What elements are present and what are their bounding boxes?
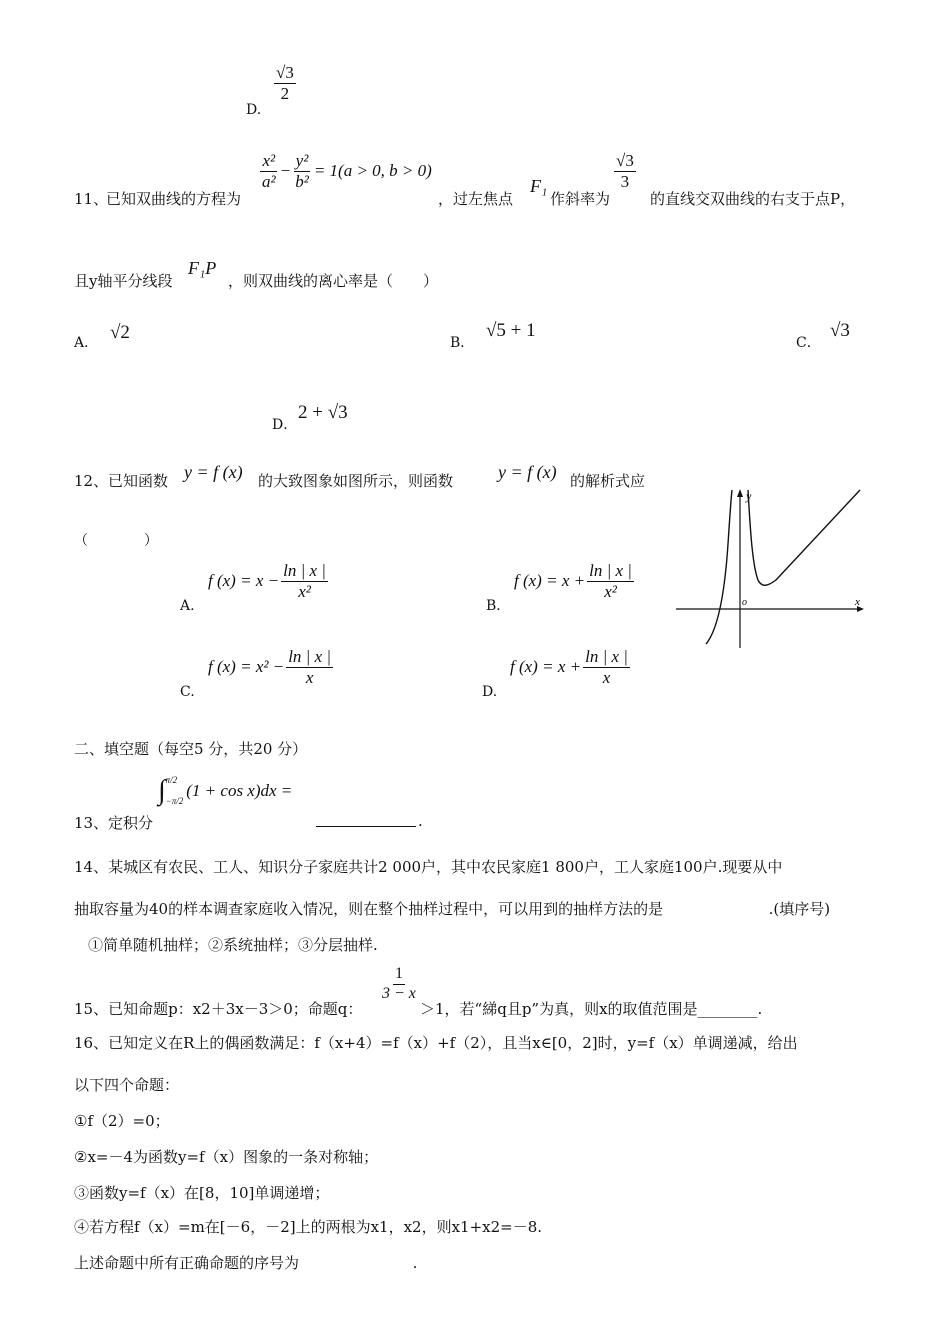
q12-text1: 已知函数 bbox=[108, 472, 169, 490]
q16-item-3: ③函数y=f（x）在[8，10]单调递增； bbox=[74, 1184, 330, 1202]
q12-func-2: y = f (x) bbox=[498, 462, 557, 482]
curve-left-branch bbox=[706, 490, 732, 644]
q11-line2-a: 且y轴平分线段 bbox=[74, 272, 173, 290]
q12-text3: 的解析式应 bbox=[570, 472, 646, 490]
q14-line2: 抽取容量为40的样本调查家庭收入情况，则在整个抽样过程中，可以用到的抽样方法的是 .(填序号) bbox=[74, 900, 831, 918]
q16-item-2: ②x=－4为函数y=f（x）图象的一条对称轴； bbox=[74, 1148, 379, 1166]
q11-text3: 作斜率为 bbox=[550, 190, 611, 208]
q14-line3: ①简单随机抽样；②系统抽样；③分层抽样. bbox=[88, 936, 378, 954]
q13-answer-blank[interactable] bbox=[316, 826, 416, 827]
q11-hyperbola-equation: $\frac{\text{x²}}{\text{a²}}$ − $\frac{\text{y²}}{\text{b²}}$ = 1(a > 0, b > 0) bbox=[262, 151, 432, 191]
q16-last-line: 上述命题中所有正确命题的序号为 . bbox=[74, 1254, 418, 1272]
q15-fraction: $\frac{1}{3 - x}$ bbox=[382, 965, 416, 1002]
q11-slope: $\frac{√3}{3}$ bbox=[616, 151, 634, 191]
curve-right-branch bbox=[748, 490, 860, 585]
q12-paren: （ ） bbox=[74, 533, 158, 549]
prev-option-d-label: D. bbox=[246, 102, 262, 118]
q16-line1: 16、已知定义在R上的偶函数满足：f（x+4）=f（x）+f（2），且当x∈[0，2]时，y=f（x）单调递减，给出 bbox=[74, 1034, 798, 1052]
q13-integral: ∫ π/2 −π/2 (1 + cos x)dx = bbox=[158, 774, 293, 806]
q12-function-graph bbox=[672, 484, 872, 652]
q11-focus: F₁ bbox=[530, 176, 548, 196]
section2-title: 二、填空题（每空5 分，共20 分） bbox=[74, 740, 308, 758]
y-axis-label: y bbox=[746, 489, 752, 503]
q16-item-4: ④若方程f（x）=m在[－6，－2]上的两根为x1，x2，则x1+x2=－8. bbox=[74, 1218, 543, 1236]
q13-text: 定积分 bbox=[108, 814, 154, 832]
q13-end: . bbox=[418, 812, 423, 830]
prev-option-d-fraction: $\frac{√3}{2}$ bbox=[276, 63, 294, 103]
q11-text2: ，过左焦点 bbox=[438, 190, 514, 208]
q16-line2: 以下四个命题： bbox=[74, 1076, 180, 1094]
y-axis-arrow bbox=[737, 489, 743, 497]
q11-text4: 的直线交双曲线的右支于点P， bbox=[650, 190, 856, 208]
q12-number: 12、 bbox=[74, 472, 109, 490]
q11-segment: F₁P bbox=[188, 258, 217, 278]
q12-func-1: y = f (x) bbox=[184, 462, 243, 482]
q12-text2: 的大致图象如图所示，则函数 bbox=[258, 472, 454, 490]
q14-line1: 14、某城区有农民、工人、知识分子家庭共计2 000户，其中农民家庭1 800户，工人家庭100户.现要从中 bbox=[74, 858, 783, 876]
q13-number: 13、 bbox=[74, 814, 109, 832]
x-axis-label: x bbox=[855, 596, 860, 608]
q11-text1: 已知双曲线的方程为 bbox=[106, 190, 242, 208]
origin-label: o bbox=[742, 597, 747, 608]
q11-line2-b: ，则双曲线的离心率是（ ） bbox=[228, 272, 439, 290]
q11-number: 11、 bbox=[74, 190, 109, 208]
q16-item-1: ①f（2）=0； bbox=[74, 1112, 170, 1130]
